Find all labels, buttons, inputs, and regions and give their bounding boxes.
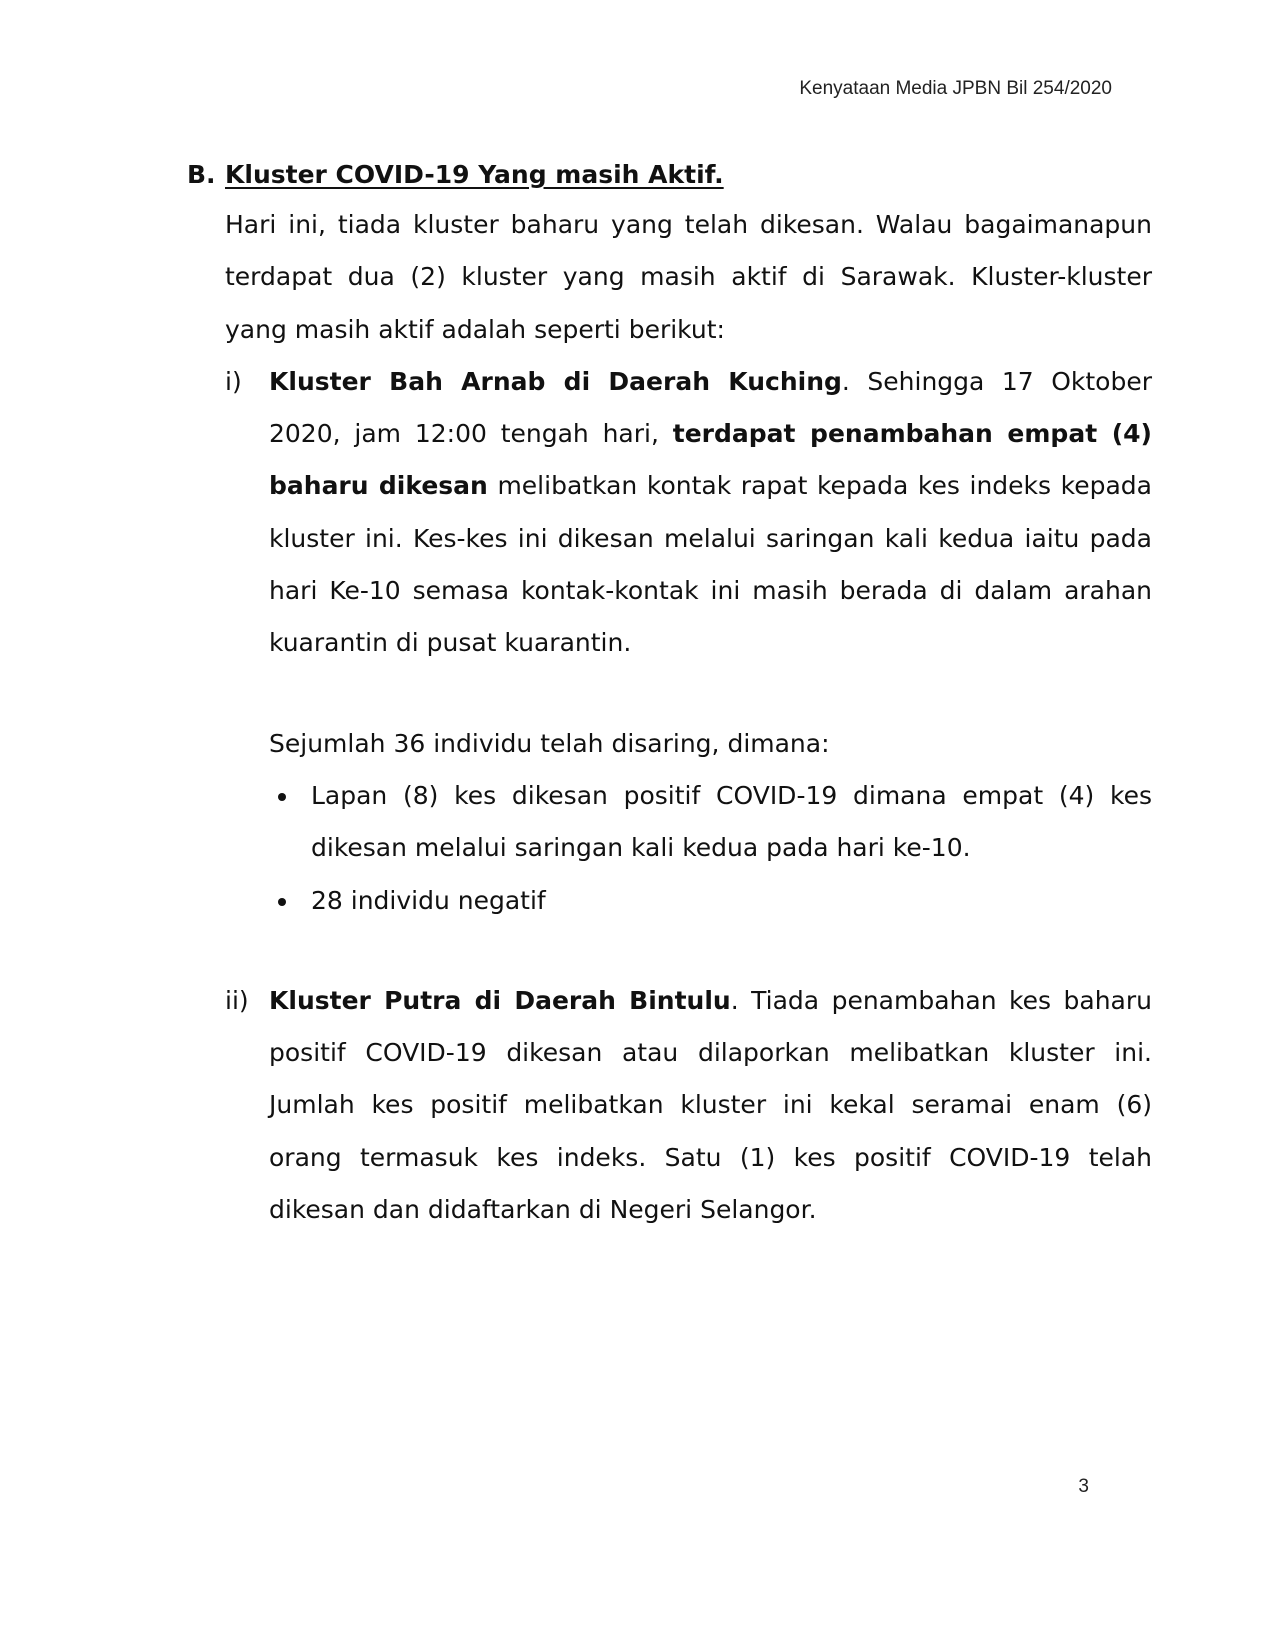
item-marker: i) [225,366,242,396]
screening-results-list [269,770,1152,927]
cluster-text-a: . Tiada penambahan kes baharu positif COVID-19 dikesan atau dilaporkan melibatkan kluster ini. Jumlah kes positif melibatkan kluster ini kekal seramai enam (6) orang termasuk kes indeks. Satu (1) kes positif COVID-19 telah dikesan dan didaftarkan di Negeri Selangor. [269,985,1152,1225]
cluster-highlight: terdapat penambahan empat (4) baharu dikesan [269,419,1152,501]
cluster-text-a: . Sehingga 17 Oktober 2020, jam 12:00 tengah hari, [269,366,1152,449]
cluster-paragraph [269,356,1152,670]
bullet-icon [278,898,286,906]
page-number: 3 [1078,1476,1089,1497]
list-item [269,875,1152,927]
screening-intro: Sejumlah 36 individu telah disaring, dimana: [269,728,830,758]
section-b [187,157,1152,1236]
section-title: Kluster COVID-19 Yang masih Aktif. [225,160,724,189]
list-item [269,770,1152,875]
bullet-icon [278,793,286,801]
section-letter: B. [187,160,216,189]
cluster-name: Kluster Putra di Daerah Bintulu [269,985,731,1015]
item-marker: ii) [225,985,249,1015]
bullet-text: Lapan (8) kes dikesan positif COVID-19 dimana empat (4) kes dikesan melalui saringan kali kedua pada hari ke-10. [311,780,1152,863]
bullet-text: 28 individu negatif [311,885,546,915]
section-body [225,199,1152,1236]
cluster-paragraph [269,975,1152,1236]
cluster-item-bah-arnab [225,356,1152,927]
intro-paragraph: Hari ini, tiada kluster baharu yang telah dikesan. Walau bagaimanapun terdapat dua (2) kluster yang masih aktif di Sarawak. Kluster-kluster yang masih aktif adalah seperti berikut: [225,210,1152,344]
cluster-text-b: melibatkan kontak rapat kepada kes indeks kepada kluster ini. Kes-kes ini dikesan melalui saringan kali kedua iaitu pada hari Ke-10 semasa kontak-kontak ini masih berada di dalam arahan kuarantin di pusat kuarantin. [269,471,1152,658]
cluster-name: Kluster Bah Arnab di Daerah Kuching [269,366,842,396]
cluster-item-putra [225,975,1152,1236]
document-reference: Kenyataan Media JPBN Bil 254/2020 [799,78,1112,99]
section-heading [187,157,1152,193]
